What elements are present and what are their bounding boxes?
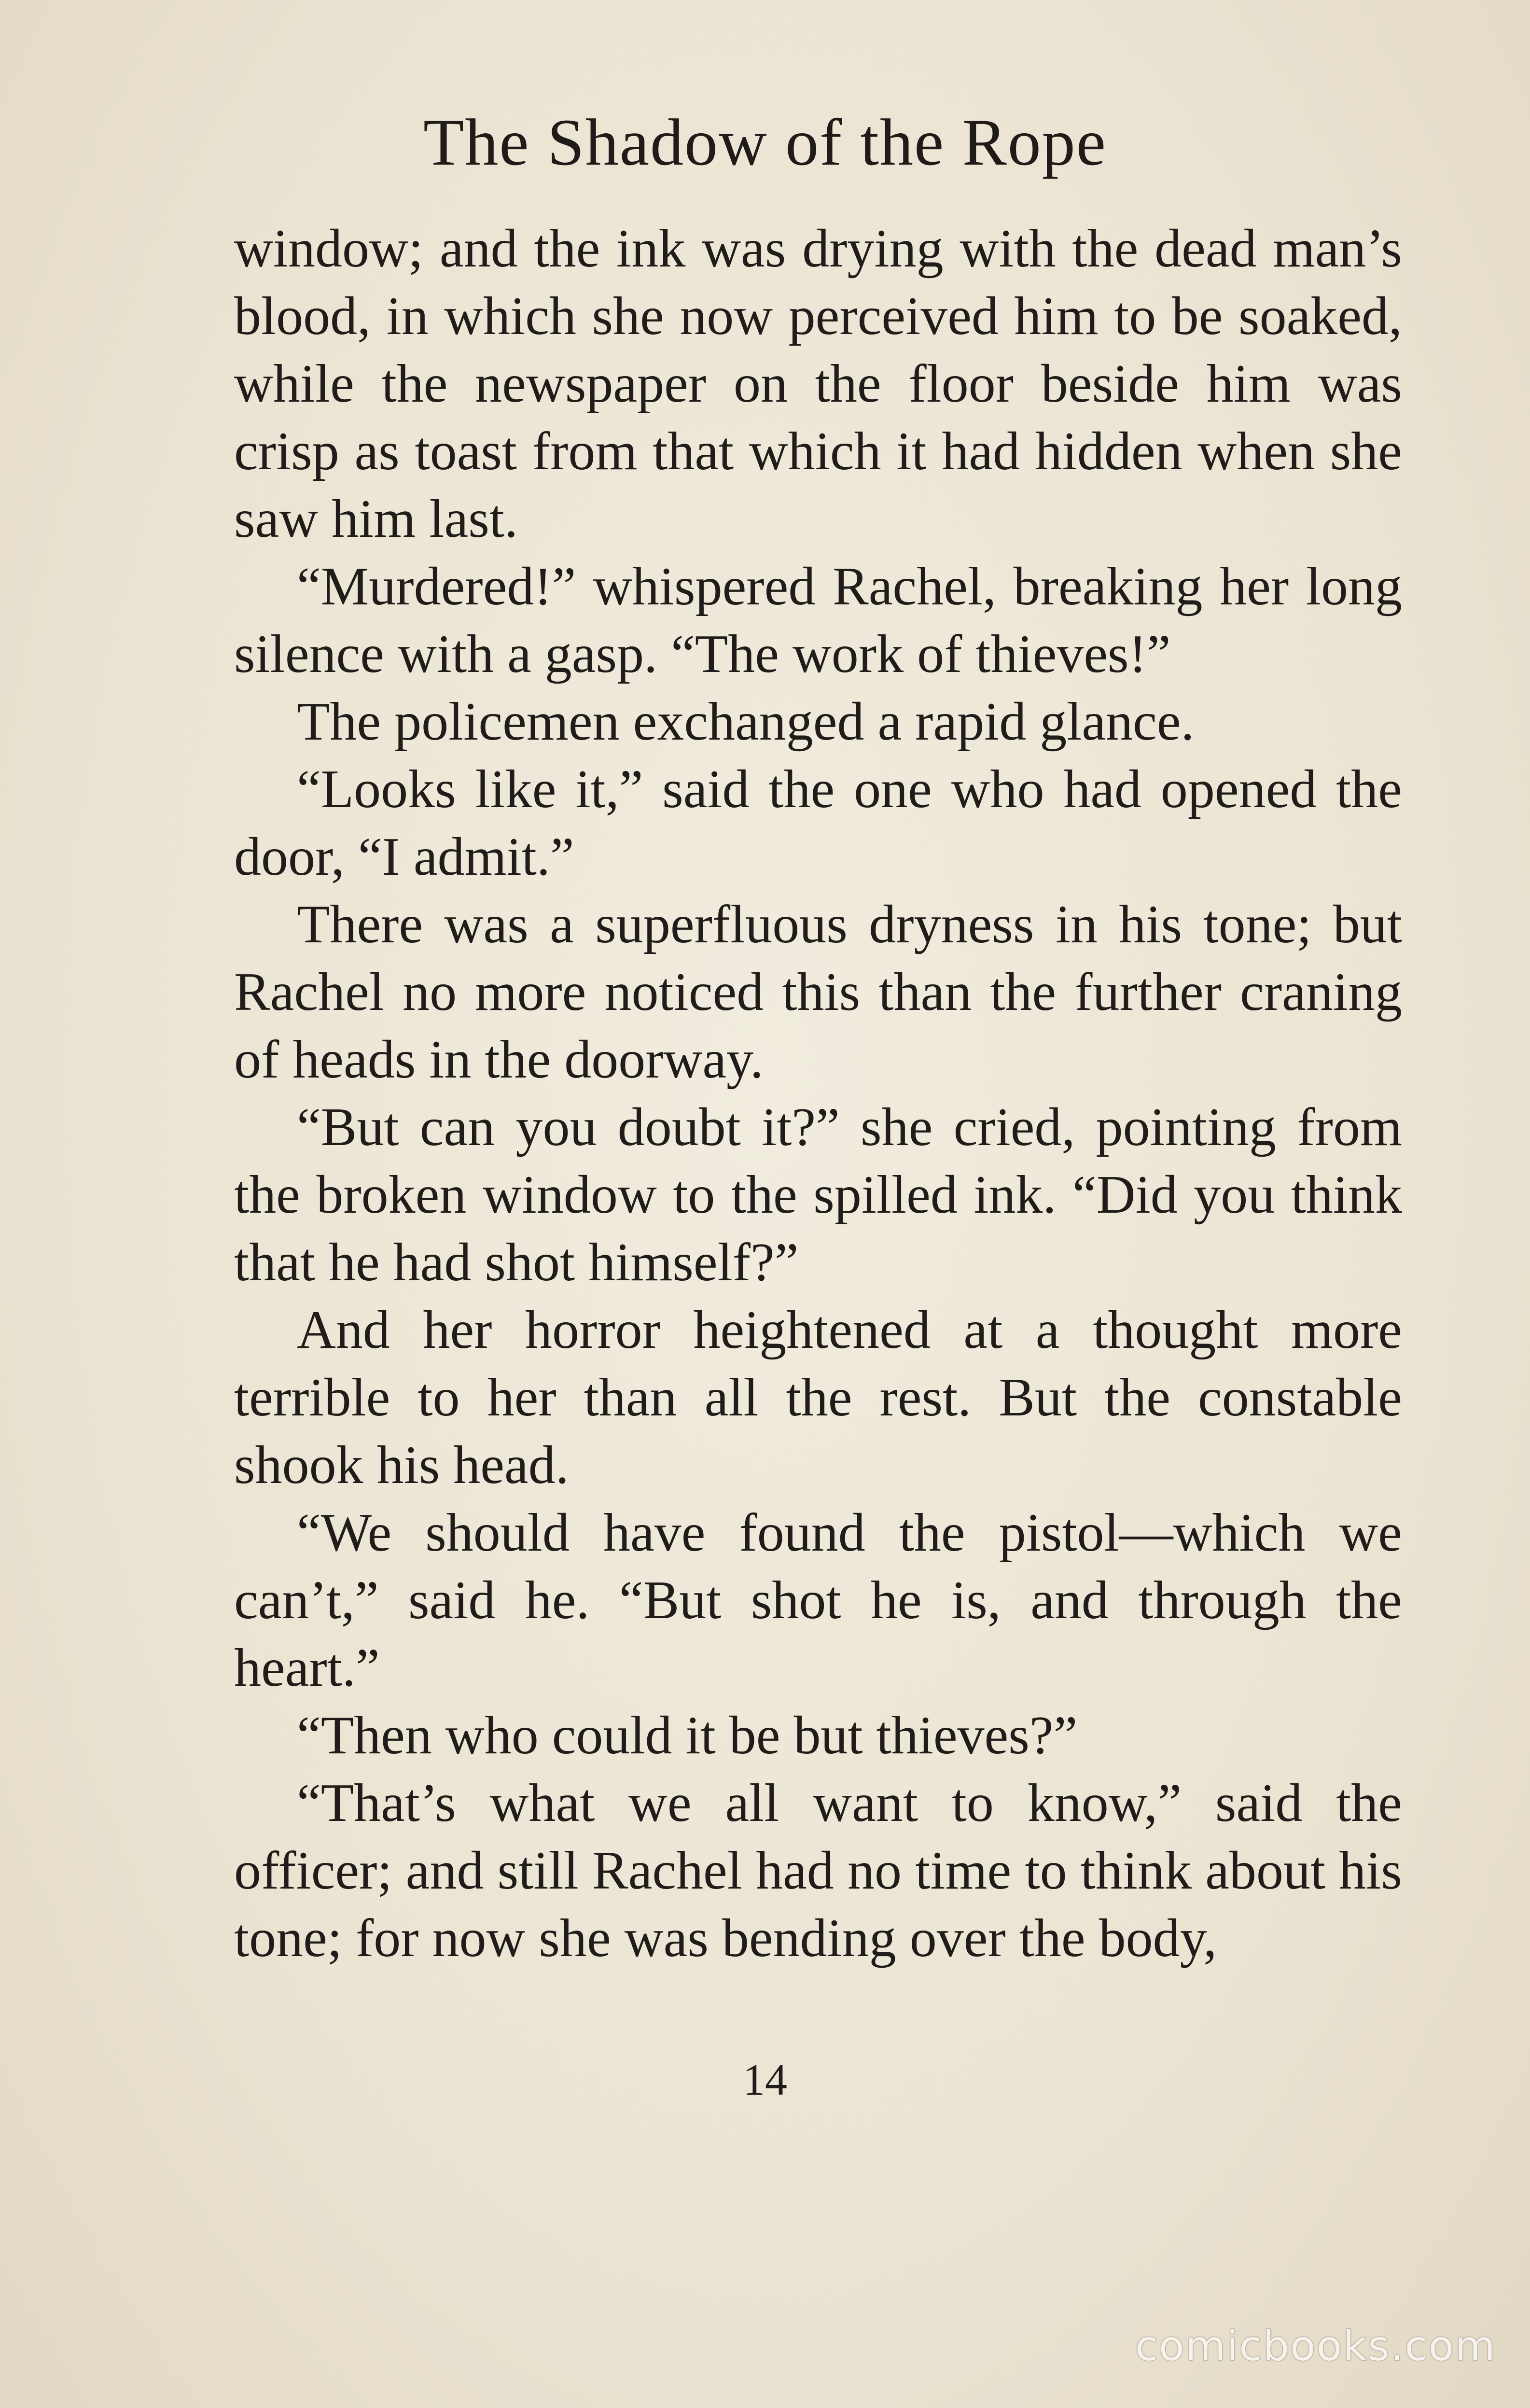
page-number: 14 xyxy=(743,2055,787,2104)
paragraph: There was a superfluous dryness in his tone; but Rachel no more noticed this than the further craning of heads in the doorway. xyxy=(234,895,1402,1090)
paragraph: “Then who could it be but thieves?” xyxy=(297,1706,1078,1765)
running-head: The Shadow of the Rope xyxy=(423,105,1107,179)
paragraph: “Murdered!” whispered Rachel, breaking her long silence with a gasp. “The work of thieves!” xyxy=(234,557,1402,684)
paragraph: “That’s what we all want to know,” said the officer; and still Rachel had no time to think about his tone; for now she was bending over the body, xyxy=(234,1773,1402,1968)
paragraph: “Looks like it,” said the one who had opened the door, “I admit.” xyxy=(234,759,1402,887)
paragraph-continuation: window; and the ink was drying with the dead man’s blood, in which she now perceived him to be soaked, while the newspaper on the floor beside him was crisp as toast from that which it had hidden when she saw him last. xyxy=(234,219,1402,549)
paragraph: And her horror heightened at a thought more terrible to her than all the rest. But the constable shook his head. xyxy=(234,1300,1402,1495)
paragraph: The policemen exchanged a rapid glance. xyxy=(297,692,1195,752)
paragraph: “We should have found the pistol—which we can’t,” said he. “But shot he is, and through the heart.” xyxy=(234,1503,1402,1698)
page-body xyxy=(234,215,1402,1972)
paragraph: “But can you doubt it?” she cried, pointing from the broken window to the spilled ink. “Did you think that he had shot himself?” xyxy=(234,1097,1402,1292)
watermark: comicbooks.com xyxy=(1135,2322,1496,2370)
